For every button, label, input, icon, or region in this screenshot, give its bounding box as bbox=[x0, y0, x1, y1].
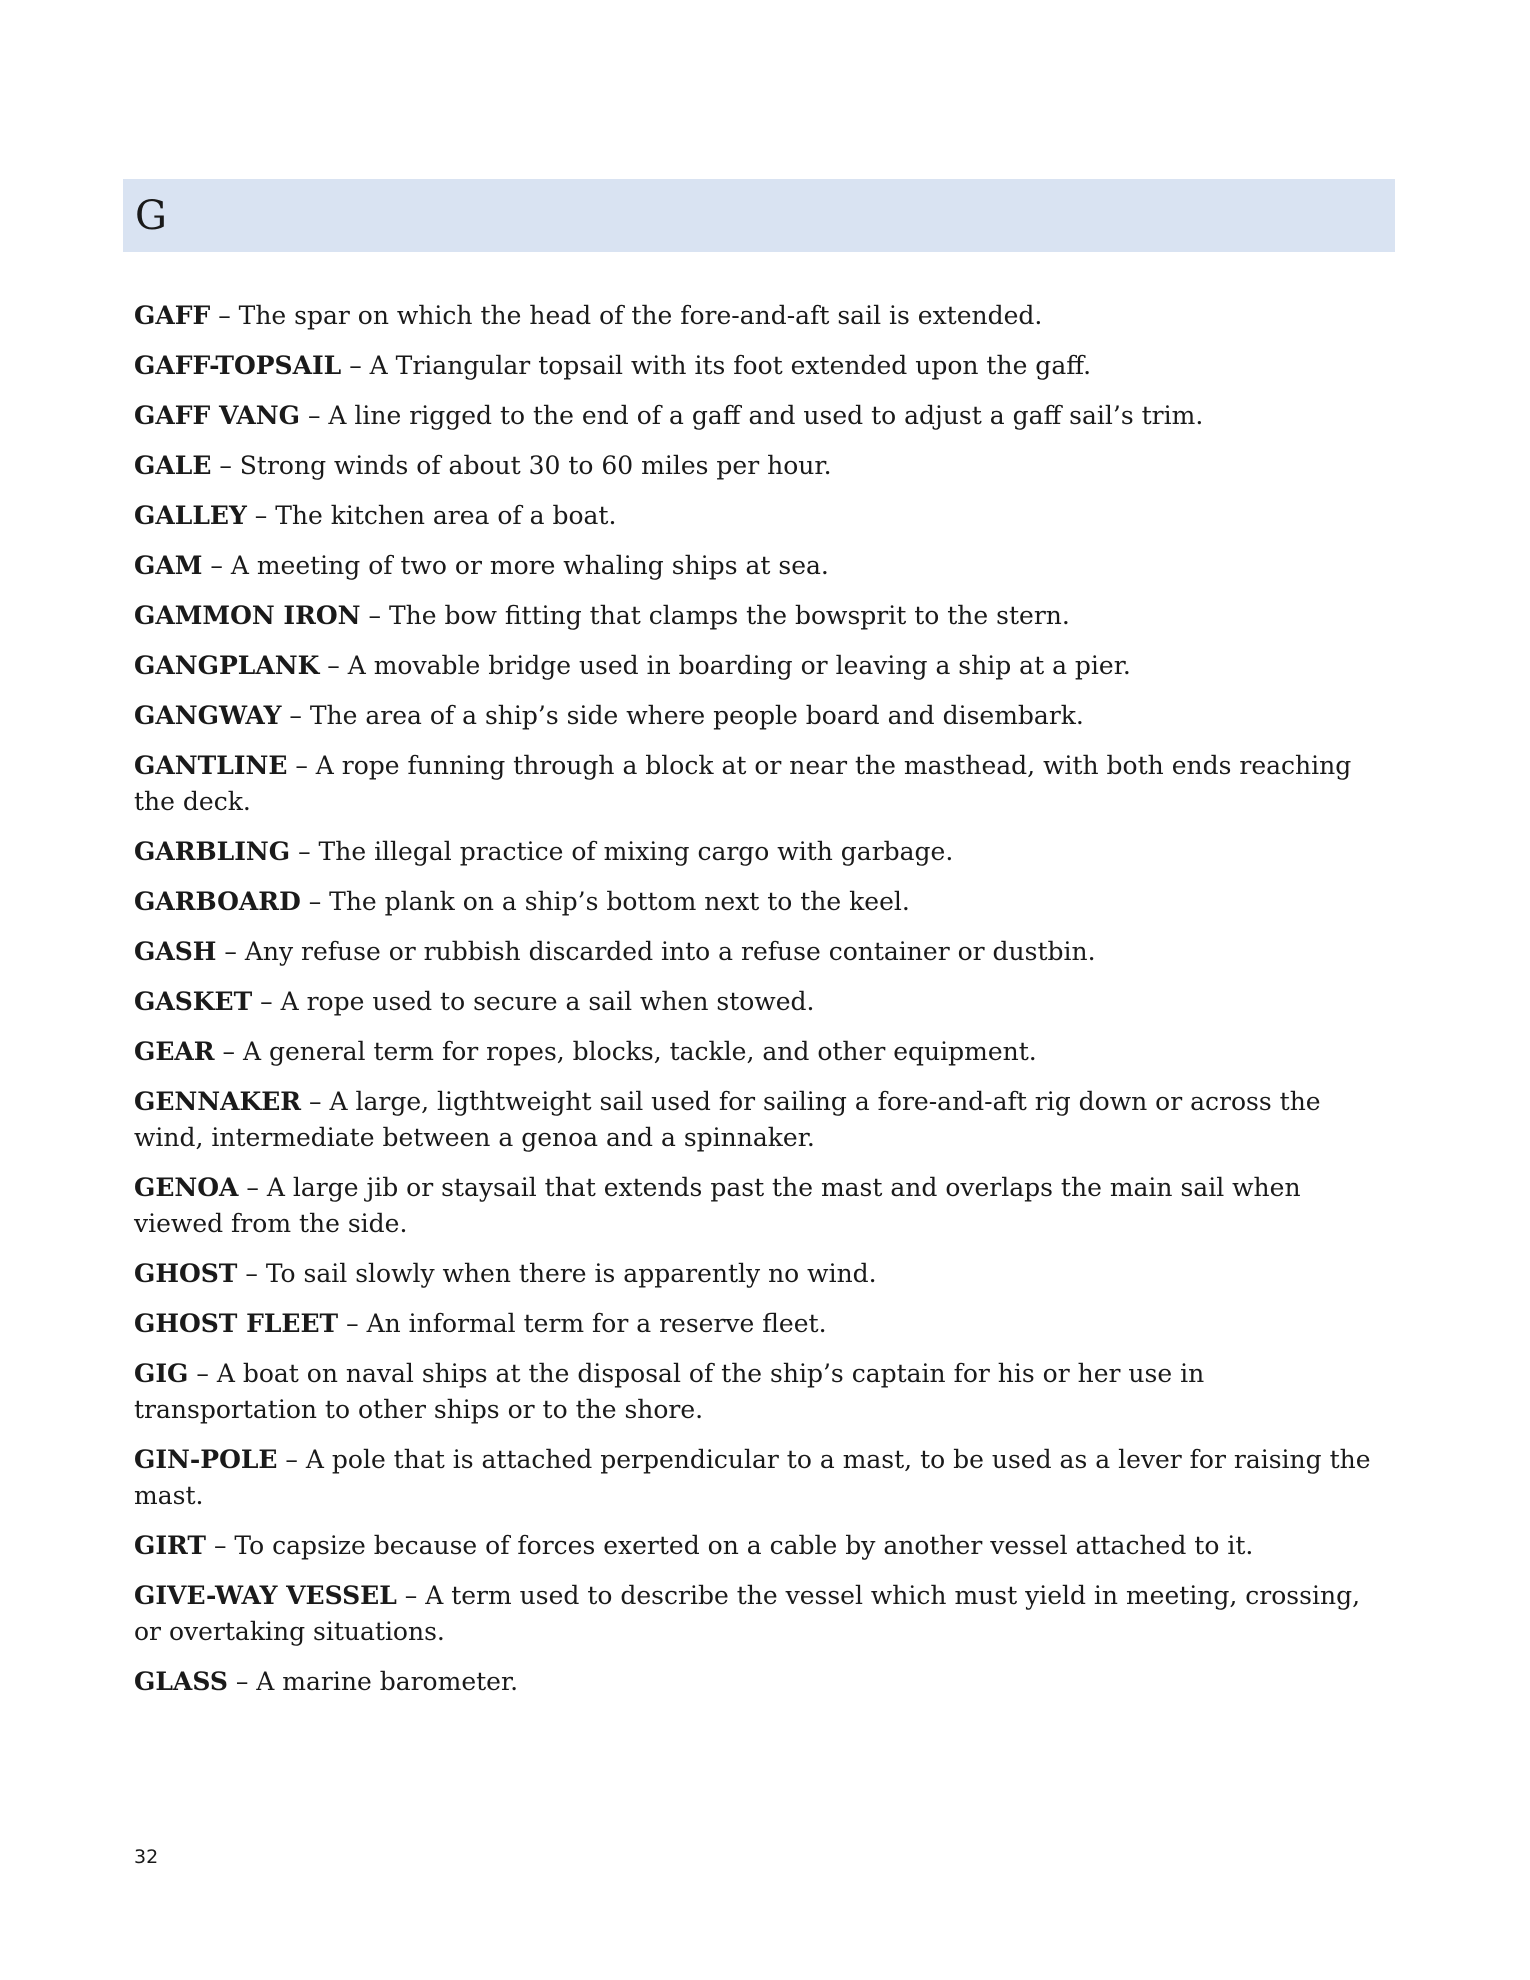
term-separator: – bbox=[301, 1087, 330, 1116]
term-separator: – bbox=[214, 1037, 243, 1066]
glossary-term: GIVE-WAY VESSEL bbox=[134, 1581, 397, 1610]
term-separator: – bbox=[252, 987, 281, 1016]
glossary-entry bbox=[134, 348, 1384, 384]
glossary-entry bbox=[134, 598, 1384, 634]
glossary-definition: A general term for ropes, blocks, tackle, and other equipment. bbox=[243, 1037, 1037, 1066]
glossary-term: GALE bbox=[134, 451, 212, 480]
glossary-entry bbox=[134, 934, 1384, 970]
glossary-term: GHOST FLEET bbox=[134, 1309, 339, 1338]
glossary-entry bbox=[134, 548, 1384, 584]
glossary-definition: A rope funning through a block at or near the masthead, with both ends reaching the deck. bbox=[134, 751, 1352, 816]
glossary-term: GALLEY bbox=[134, 501, 247, 530]
glossary-entry bbox=[134, 448, 1384, 484]
glossary-entry bbox=[134, 398, 1384, 434]
glossary-definition: The plank on a ship’s bottom next to the keel. bbox=[329, 887, 910, 916]
page-number: 32 bbox=[134, 1846, 159, 1868]
term-separator: – bbox=[338, 1309, 367, 1338]
glossary-definition: A meeting of two or more whaling ships at sea. bbox=[230, 551, 829, 580]
glossary-entry bbox=[134, 1306, 1384, 1342]
term-separator: – bbox=[319, 651, 348, 680]
glossary-definition: A Triangular topsail with its foot extended upon the gaff. bbox=[369, 351, 1092, 380]
glossary-definition: A rope used to secure a sail when stowed. bbox=[280, 987, 815, 1016]
term-separator: – bbox=[300, 887, 330, 916]
glossary-definition: A pole that is attached perpendicular to a mast, to be used as a lever for raising the mast. bbox=[134, 1445, 1371, 1510]
glossary-term: GAFF VANG bbox=[134, 401, 301, 430]
glossary-term: GAFF bbox=[134, 301, 211, 330]
glossary-definition: A boat on naval ships at the disposal of the ship’s captain for his or her use in transportation to other ships or to the shore. bbox=[134, 1359, 1205, 1424]
glossary-term: GARBOARD bbox=[134, 887, 301, 916]
glossary-entry bbox=[134, 1664, 1384, 1700]
glossary-term: GIRT bbox=[134, 1531, 206, 1560]
term-separator: – bbox=[206, 1531, 235, 1560]
term-separator: – bbox=[216, 937, 245, 966]
term-separator: – bbox=[287, 751, 316, 780]
term-separator: – bbox=[188, 1359, 217, 1388]
glossary-term: GHOST bbox=[134, 1259, 238, 1288]
glossary-term: GANGPLANK bbox=[134, 651, 320, 680]
glossary-entry bbox=[134, 884, 1384, 920]
glossary-entry bbox=[134, 834, 1384, 870]
glossary-entry bbox=[134, 1084, 1384, 1156]
glossary-entry bbox=[134, 1256, 1384, 1292]
glossary-term: GENOA bbox=[134, 1173, 239, 1202]
term-separator: – bbox=[341, 351, 370, 380]
glossary-entry bbox=[134, 698, 1384, 734]
glossary-entry bbox=[134, 1442, 1384, 1514]
glossary-definition: The spar on which the head of the fore-and-aft sail is extended. bbox=[238, 301, 1043, 330]
term-separator: – bbox=[281, 701, 310, 730]
glossary-term: GASH bbox=[134, 937, 217, 966]
glossary-definition: To capsize because of forces exerted on a cable by another vessel attached to it. bbox=[234, 1531, 1254, 1560]
glossary-term: GAFF-TOPSAIL bbox=[134, 351, 342, 380]
term-separator: – bbox=[277, 1445, 306, 1474]
glossary-definition: A large, ligthtweight sail used for sailing a fore-and-aft rig down or across the wind, intermediate between a genoa and a spinnaker. bbox=[134, 1087, 1321, 1152]
glossary-term: GAMMON IRON bbox=[134, 601, 361, 630]
glossary-term: GAM bbox=[134, 551, 203, 580]
glossary-definition: The area of a ship’s side where people board and disembark. bbox=[309, 701, 1084, 730]
glossary-definition: Strong winds of about 30 to 60 miles per hour. bbox=[239, 451, 832, 480]
term-separator: – bbox=[300, 401, 329, 430]
glossary-entry bbox=[134, 1528, 1384, 1564]
glossary-term: GIN-POLE bbox=[134, 1445, 278, 1474]
section-header bbox=[123, 179, 1395, 252]
glossary-definition: The illegal practice of mixing cargo with garbage. bbox=[318, 837, 954, 866]
glossary-definition: A marine barometer. bbox=[256, 1667, 519, 1696]
term-separator: – bbox=[360, 601, 389, 630]
glossary-term: GASKET bbox=[134, 987, 253, 1016]
glossary-term: GLASS bbox=[134, 1667, 228, 1696]
term-separator: – bbox=[238, 1173, 267, 1202]
glossary-definition: A term used to describe the vessel which must yield in meeting, crossing, or overtaking situations. bbox=[134, 1581, 1361, 1646]
glossary-definition: Any refuse or rubbish discarded into a refuse container or dustbin. bbox=[244, 937, 1096, 966]
glossary-entries bbox=[134, 298, 1384, 1714]
term-separator: – bbox=[237, 1259, 266, 1288]
term-separator: – bbox=[211, 451, 240, 480]
glossary-entry bbox=[134, 1034, 1384, 1070]
glossary-definition: A line rigged to the end of a gaff and used to adjust a gaff sail’s trim. bbox=[328, 401, 1204, 430]
glossary-entry bbox=[134, 1170, 1384, 1242]
term-separator: – bbox=[246, 501, 276, 530]
glossary-entry bbox=[134, 984, 1384, 1020]
glossary-entry bbox=[134, 748, 1384, 820]
section-letter: G bbox=[135, 192, 167, 239]
term-separator: – bbox=[227, 1667, 257, 1696]
glossary-term: GIG bbox=[134, 1359, 189, 1388]
glossary-entry bbox=[134, 298, 1384, 334]
glossary-definition: A large jib or staysail that extends past the mast and overlaps the main sail when viewed from the side. bbox=[134, 1173, 1301, 1238]
glossary-term: GENNAKER bbox=[134, 1087, 302, 1116]
glossary-term: GANGWAY bbox=[134, 701, 282, 730]
glossary-term: GANTLINE bbox=[134, 751, 288, 780]
glossary-definition: A movable bridge used in boarding or leaving a ship at a pier. bbox=[347, 651, 1131, 680]
glossary-definition: The kitchen area of a boat. bbox=[275, 501, 617, 530]
glossary-term: GARBLING bbox=[134, 837, 291, 866]
term-separator: – bbox=[396, 1581, 426, 1610]
term-separator: – bbox=[290, 837, 319, 866]
glossary-definition: The bow fitting that clamps the bowsprit to the stern. bbox=[388, 601, 1070, 630]
glossary-entry bbox=[134, 498, 1384, 534]
glossary-definition: An informal term for a reserve fleet. bbox=[366, 1309, 827, 1338]
glossary-entry bbox=[134, 648, 1384, 684]
term-separator: – bbox=[202, 551, 231, 580]
glossary-definition: To sail slowly when there is apparently no wind. bbox=[265, 1259, 877, 1288]
term-separator: – bbox=[210, 301, 239, 330]
glossary-term: GEAR bbox=[134, 1037, 215, 1066]
glossary-entry bbox=[134, 1578, 1384, 1650]
glossary-entry bbox=[134, 1356, 1384, 1428]
